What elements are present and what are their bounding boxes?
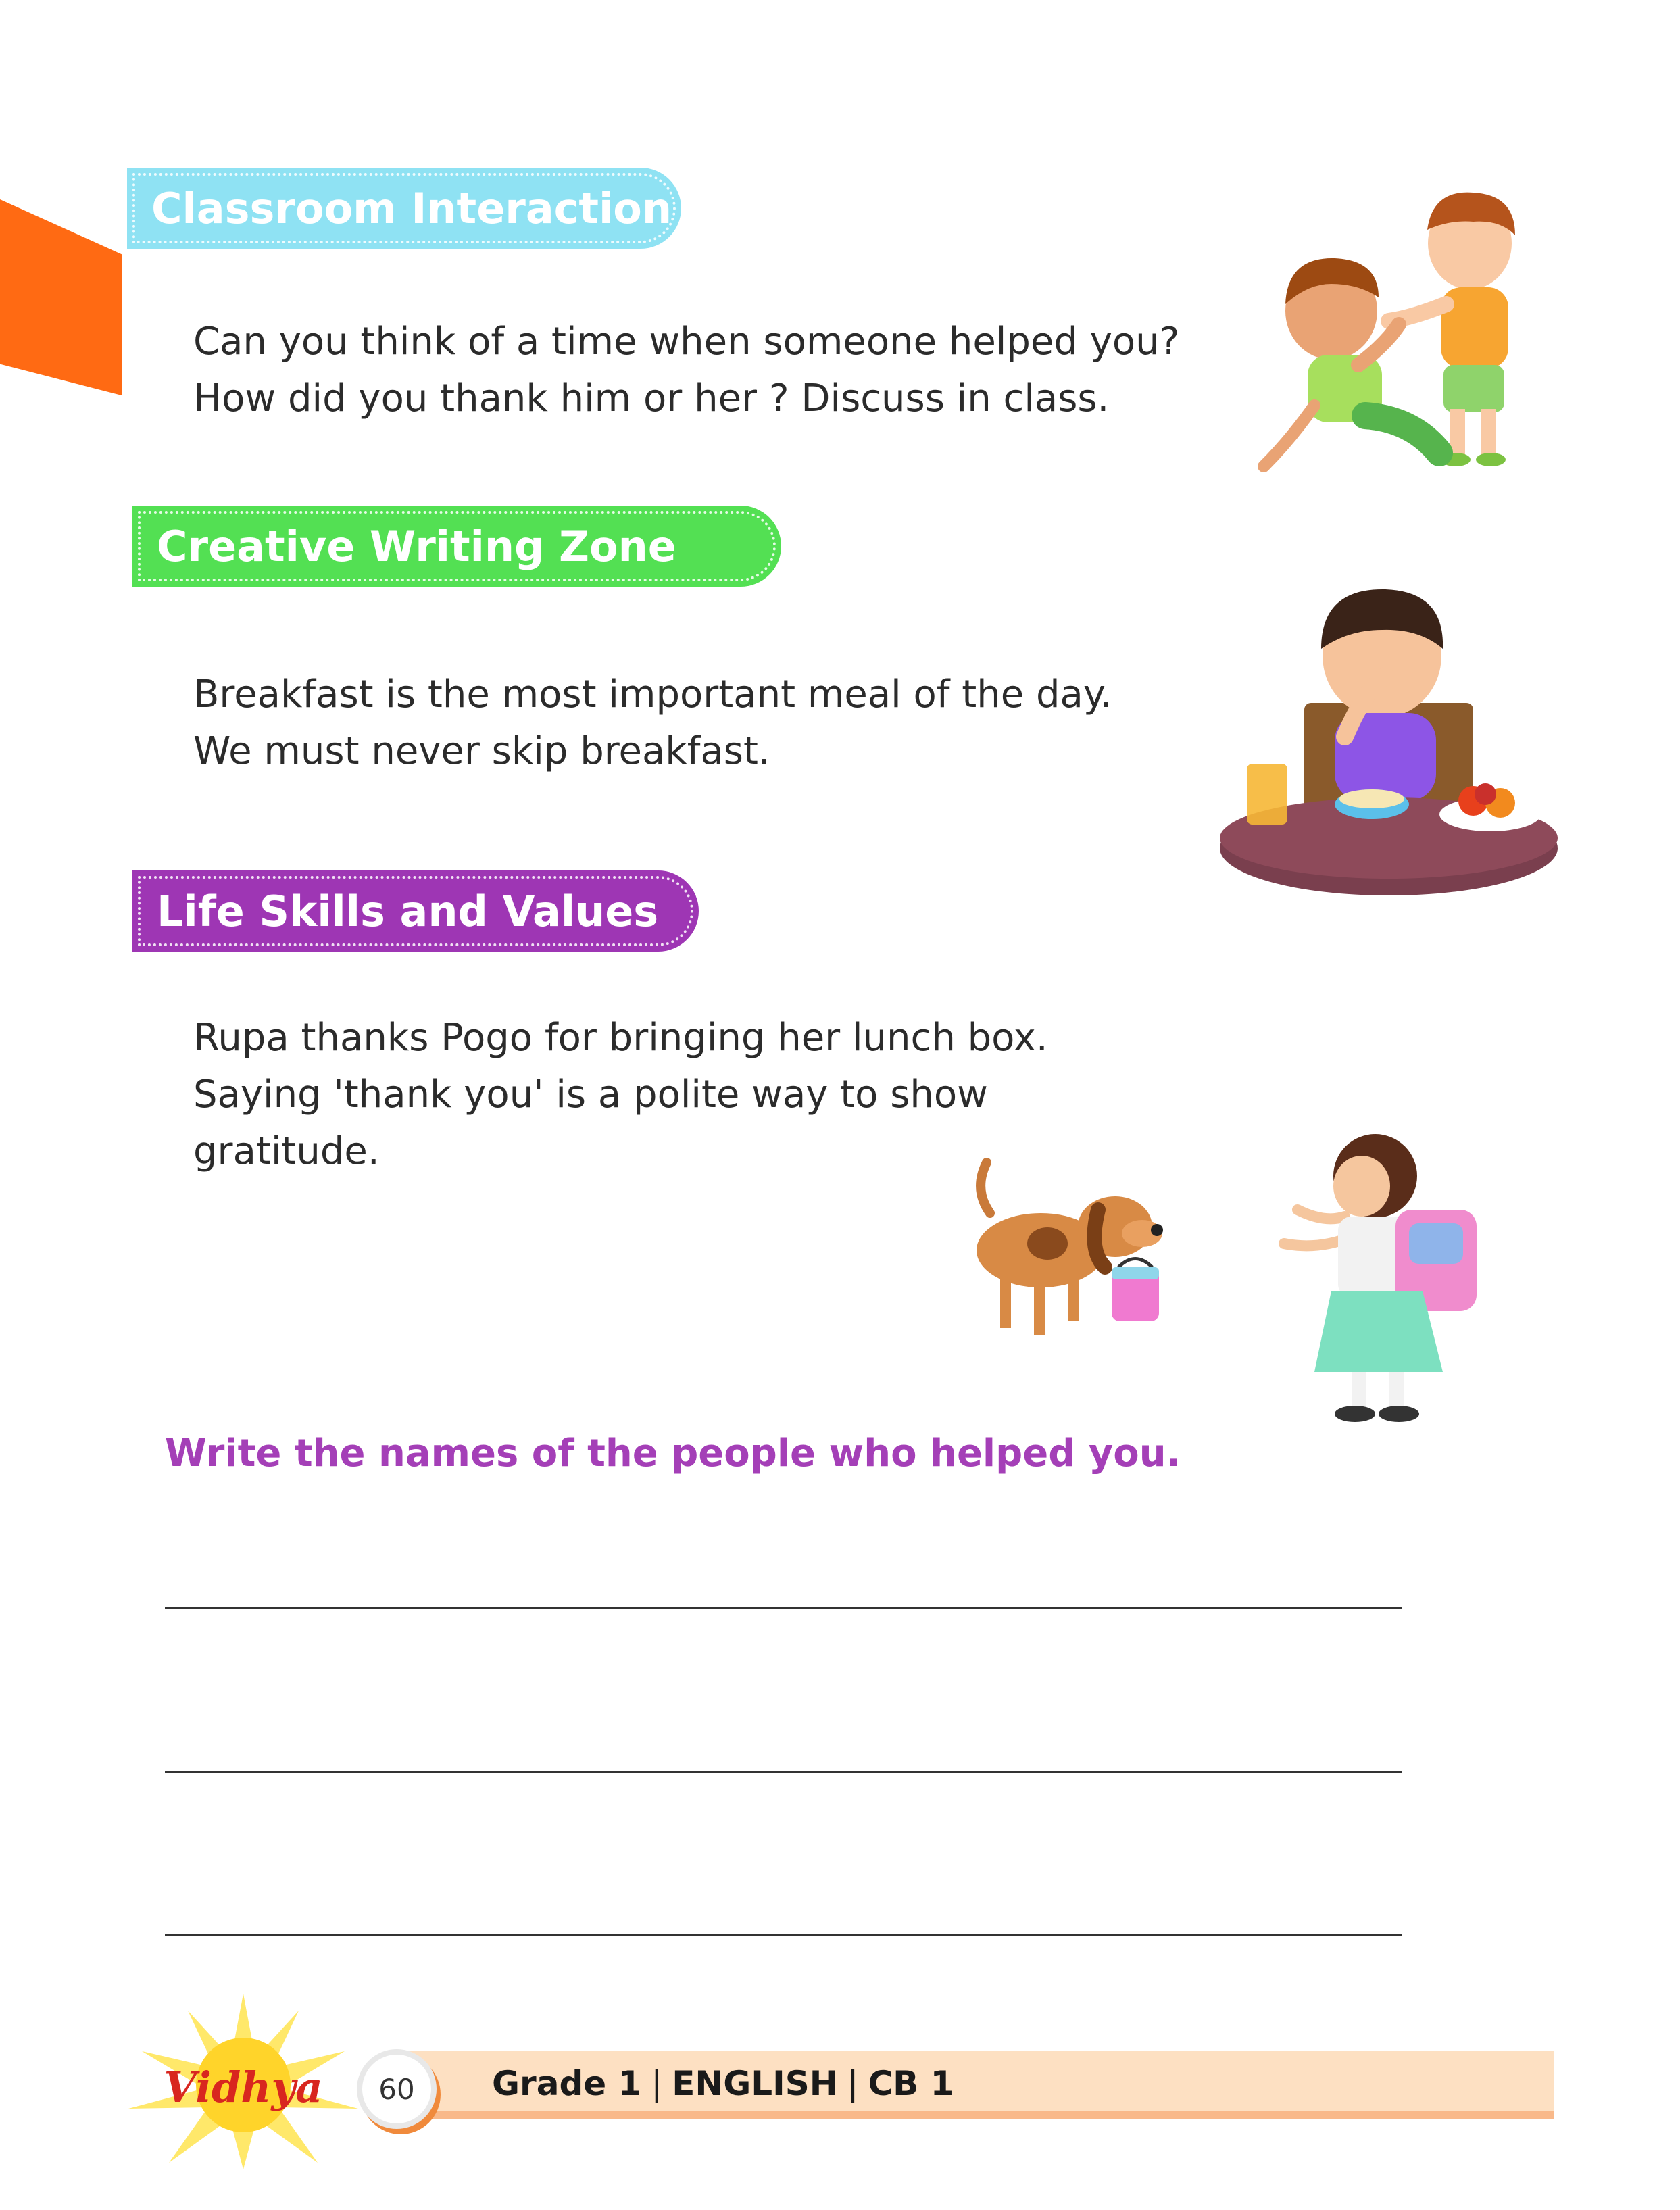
text-line: Rupa thanks Pogo for bringing her lunch box.	[193, 1016, 1048, 1060]
section-title: Life Skills and Values	[157, 886, 659, 936]
section-banner-creative-writing-zone	[132, 506, 781, 587]
page-number	[357, 2049, 437, 2129]
section-title: Creative Writing Zone	[157, 521, 676, 571]
text-line: We must never skip breakfast.	[193, 729, 770, 773]
section-banner-classroom-interaction	[127, 168, 681, 249]
dog-carrying-lunch-box-illustration	[960, 1149, 1183, 1352]
footer-separator: |	[651, 2064, 663, 2103]
logo-text: Vidhya	[164, 2063, 323, 2112]
section-title: Classroom Interaction	[151, 183, 672, 233]
activity-prompt: Write the names of the people who helped you.	[165, 1431, 1181, 1475]
girl-with-school-bag-illustration	[1257, 1122, 1500, 1433]
creative-writing-text	[193, 666, 1112, 780]
footer-book-info	[492, 2064, 954, 2103]
text-line: Saying 'thank you' is a polite way to show	[193, 1073, 988, 1116]
section-banner-life-skills-values	[132, 870, 699, 952]
page-number-text: 60	[378, 2072, 415, 2106]
footer-grade: Grade 1	[492, 2064, 642, 2103]
two-boys-helping-illustration	[1250, 182, 1548, 480]
answer-line-3[interactable]	[165, 1934, 1402, 1936]
footer-separator: |	[847, 2064, 859, 2103]
text-line: gratitude.	[193, 1129, 380, 1173]
text-line: How did you thank him or her ? Discuss in class.	[193, 376, 1110, 420]
text-line: Can you think of a time when someone helped you?	[193, 320, 1180, 364]
text-line: Breakfast is the most important meal of the day.	[193, 672, 1112, 716]
classroom-interaction-text	[193, 314, 1179, 427]
life-skills-text	[193, 1010, 1048, 1180]
answer-line-1[interactable]	[165, 1607, 1402, 1609]
orange-corner-tab	[0, 199, 122, 395]
footer-subject: ENGLISH	[672, 2064, 838, 2103]
boy-eating-breakfast-illustration	[1216, 581, 1561, 899]
sun-logo	[122, 1994, 365, 2169]
footer-book: CB 1	[868, 2064, 954, 2103]
answer-line-2[interactable]	[165, 1771, 1402, 1773]
